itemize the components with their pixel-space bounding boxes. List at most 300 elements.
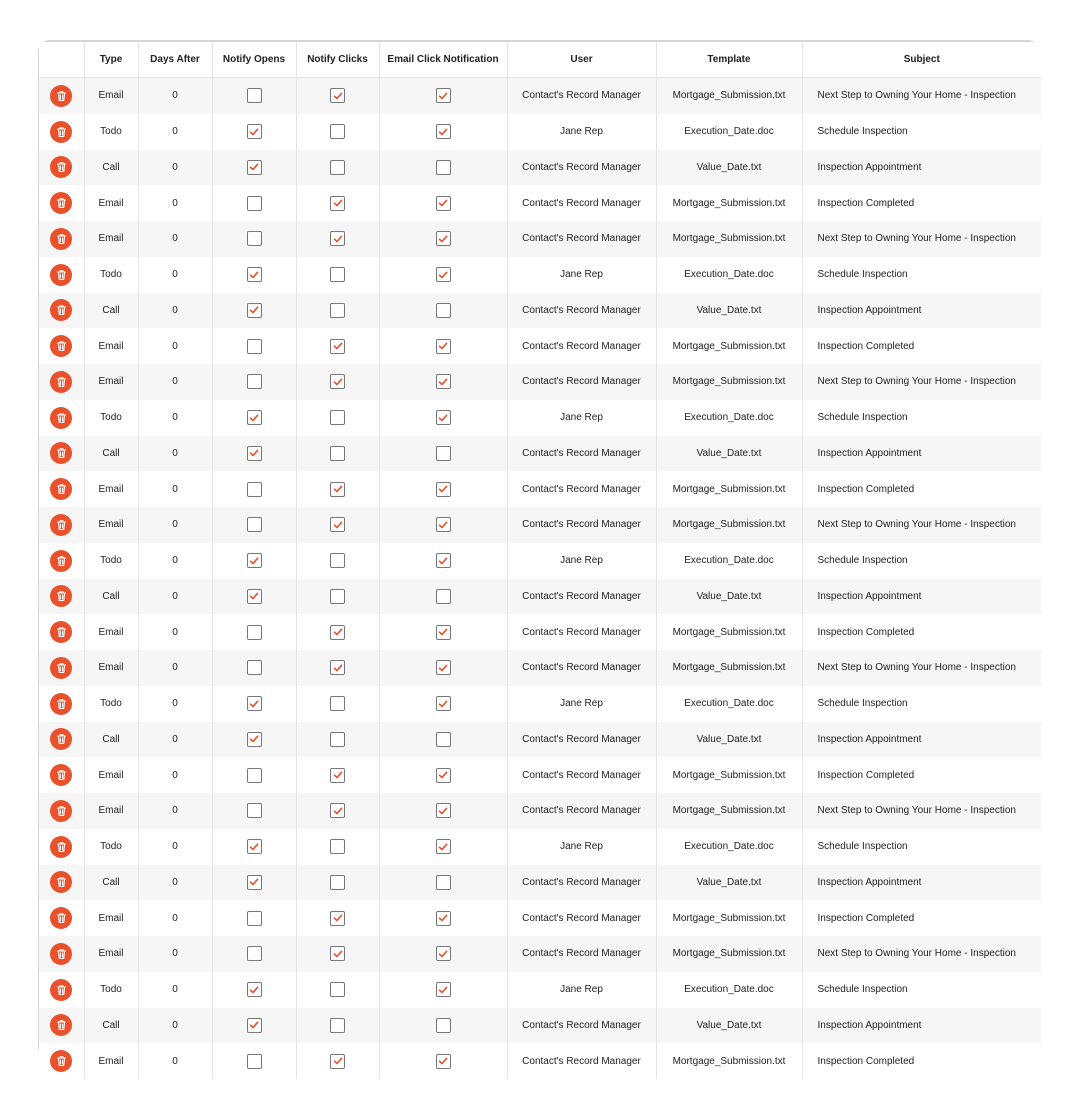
email-click-notification-checkbox[interactable]: [436, 732, 451, 747]
notify-opens-cell: [212, 1043, 296, 1079]
checkmark-icon: [333, 198, 343, 208]
checkmark-icon: [333, 91, 343, 101]
notify-opens-cell: [212, 507, 296, 543]
delete-step-button[interactable]: [50, 550, 72, 572]
notify-clicks-checkbox[interactable]: [330, 768, 345, 783]
notify-clicks-cell: [296, 829, 379, 865]
notify-clicks-checkbox[interactable]: [330, 124, 345, 139]
checkmark-icon: [249, 877, 259, 887]
actions-cell: [39, 972, 84, 1008]
checkmark-icon: [249, 591, 259, 601]
delete-step-button[interactable]: [50, 1014, 72, 1036]
user-cell: Contact's Record Manager: [507, 793, 656, 829]
delete-step-button[interactable]: [50, 192, 72, 214]
checkmark-icon: [249, 842, 259, 852]
notify-opens-checkbox[interactable]: [247, 1054, 262, 1069]
email-click-notification-cell: [379, 185, 507, 221]
notify-clicks-cell: [296, 793, 379, 829]
actions-cell: [39, 543, 84, 579]
trash-icon: [56, 769, 67, 781]
user-cell: Contact's Record Manager: [507, 471, 656, 507]
checkmark-icon: [438, 556, 448, 566]
notify-opens-cell: [212, 829, 296, 865]
subject-cell: Schedule Inspection: [802, 829, 1041, 865]
notify-opens-cell: [212, 221, 296, 257]
table-row: [39, 829, 1041, 865]
table-row: [39, 221, 1041, 257]
days-after-cell: 0: [138, 150, 212, 186]
email-click-notification-cell: [379, 436, 507, 472]
email-click-notification-cell: [379, 543, 507, 579]
delete-step-button[interactable]: [50, 585, 72, 607]
checkmark-icon: [438, 699, 448, 709]
notify-clicks-checkbox[interactable]: [330, 1018, 345, 1033]
notify-opens-cell: [212, 865, 296, 901]
email-click-notification-checkbox[interactable]: [436, 696, 451, 711]
actions-cell: [39, 936, 84, 972]
email-click-notification-checkbox[interactable]: [436, 374, 451, 389]
notify-clicks-cell: [296, 185, 379, 221]
notify-opens-cell: [212, 686, 296, 722]
checkmark-icon: [438, 198, 448, 208]
notify-opens-checkbox[interactable]: [247, 803, 262, 818]
notify-opens-checkbox[interactable]: [247, 589, 262, 604]
table-row: [39, 471, 1041, 507]
notify-opens-cell: [212, 185, 296, 221]
notify-opens-checkbox[interactable]: [247, 160, 262, 175]
notify-opens-checkbox[interactable]: [247, 982, 262, 997]
user-cell: Jane Rep: [507, 543, 656, 579]
email-click-notification-checkbox[interactable]: [436, 196, 451, 211]
user-cell: Jane Rep: [507, 114, 656, 150]
notify-opens-checkbox[interactable]: [247, 875, 262, 890]
days-after-cell: 0: [138, 328, 212, 364]
notify-opens-checkbox[interactable]: [247, 768, 262, 783]
notify-clicks-checkbox[interactable]: [330, 732, 345, 747]
email-click-notification-checkbox[interactable]: [436, 803, 451, 818]
email-click-notification-cell: [379, 1008, 507, 1044]
subject-cell: Inspection Appointment: [802, 293, 1041, 329]
notify-opens-cell: [212, 114, 296, 150]
checkmark-icon: [333, 484, 343, 494]
checkmark-icon: [249, 556, 259, 566]
table-row: [39, 614, 1041, 650]
subject-cell: Schedule Inspection: [802, 257, 1041, 293]
user-cell: Contact's Record Manager: [507, 221, 656, 257]
type-cell: Email: [84, 364, 138, 400]
days-after-cell: 0: [138, 543, 212, 579]
delete-step-button[interactable]: [50, 371, 72, 393]
type-cell: Email: [84, 614, 138, 650]
notify-clicks-checkbox[interactable]: [330, 803, 345, 818]
email-click-notification-checkbox[interactable]: [436, 303, 451, 318]
steps-table: [39, 42, 1041, 1079]
email-click-notification-checkbox[interactable]: [436, 124, 451, 139]
days-after-cell: 0: [138, 793, 212, 829]
user-cell: Contact's Record Manager: [507, 185, 656, 221]
notify-clicks-checkbox[interactable]: [330, 88, 345, 103]
type-cell: Email: [84, 507, 138, 543]
type-cell: Todo: [84, 400, 138, 436]
notify-opens-checkbox[interactable]: [247, 839, 262, 854]
days-after-cell: 0: [138, 1043, 212, 1079]
notify-opens-checkbox[interactable]: [247, 303, 262, 318]
notify-clicks-checkbox[interactable]: [330, 839, 345, 854]
email-click-notification-cell: [379, 150, 507, 186]
notify-clicks-checkbox[interactable]: [330, 589, 345, 604]
notify-clicks-cell: [296, 900, 379, 936]
table-row: [39, 579, 1041, 615]
type-cell: Email: [84, 78, 138, 114]
subject-cell: Next Step to Owning Your Home - Inspection: [802, 221, 1041, 257]
checkmark-icon: [249, 734, 259, 744]
days-after-cell: 0: [138, 185, 212, 221]
checkmark-icon: [438, 270, 448, 280]
notify-opens-cell: [212, 936, 296, 972]
trash-icon: [56, 376, 67, 388]
subject-cell: Next Step to Owning Your Home - Inspection: [802, 78, 1041, 114]
subject-cell: Inspection Appointment: [802, 722, 1041, 758]
delete-step-button[interactable]: [50, 335, 72, 357]
delete-step-button[interactable]: [50, 836, 72, 858]
template-cell: Mortgage_Submission.txt: [656, 900, 802, 936]
type-cell: Call: [84, 722, 138, 758]
subject-cell: Next Step to Owning Your Home - Inspection: [802, 936, 1041, 972]
email-click-notification-checkbox[interactable]: [436, 911, 451, 926]
days-after-cell: 0: [138, 293, 212, 329]
notify-opens-checkbox[interactable]: [247, 911, 262, 926]
actions-cell: [39, 900, 84, 936]
type-cell: Todo: [84, 543, 138, 579]
email-click-notification-checkbox[interactable]: [436, 160, 451, 175]
notify-opens-cell: [212, 900, 296, 936]
notify-opens-cell: [212, 793, 296, 829]
email-click-notification-checkbox[interactable]: [436, 589, 451, 604]
notify-clicks-checkbox[interactable]: [330, 1054, 345, 1069]
notify-clicks-checkbox[interactable]: [330, 303, 345, 318]
notify-opens-cell: [212, 257, 296, 293]
actions-cell: [39, 471, 84, 507]
email-click-notification-cell: [379, 221, 507, 257]
notify-clicks-checkbox[interactable]: [330, 946, 345, 961]
user-cell: Contact's Record Manager: [507, 579, 656, 615]
email-click-notification-checkbox[interactable]: [436, 410, 451, 425]
notify-opens-checkbox[interactable]: [247, 1018, 262, 1033]
email-click-notification-cell: [379, 78, 507, 114]
table-row: [39, 650, 1041, 686]
notify-clicks-cell: [296, 221, 379, 257]
email-click-notification-checkbox[interactable]: [436, 625, 451, 640]
email-click-notification-checkbox[interactable]: [436, 982, 451, 997]
table-row: [39, 1008, 1041, 1044]
notify-clicks-cell: [296, 364, 379, 400]
type-cell: Email: [84, 650, 138, 686]
template-cell: Execution_Date.doc: [656, 829, 802, 865]
checkmark-icon: [438, 234, 448, 244]
subject-cell: Schedule Inspection: [802, 972, 1041, 1008]
template-cell: Value_Date.txt: [656, 293, 802, 329]
checkmark-icon: [438, 91, 448, 101]
notify-clicks-cell: [296, 114, 379, 150]
checkmark-icon: [438, 127, 448, 137]
trash-icon: [56, 1019, 67, 1031]
checkmark-icon: [249, 699, 259, 709]
email-click-notification-cell: [379, 900, 507, 936]
notify-opens-checkbox[interactable]: [247, 410, 262, 425]
type-cell: Email: [84, 185, 138, 221]
notify-clicks-checkbox[interactable]: [330, 911, 345, 926]
type-cell: Todo: [84, 686, 138, 722]
notify-opens-checkbox[interactable]: [247, 231, 262, 246]
notify-clicks-checkbox[interactable]: [330, 553, 345, 568]
user-cell: Contact's Record Manager: [507, 650, 656, 686]
delete-step-button[interactable]: [50, 979, 72, 1001]
email-click-notification-checkbox[interactable]: [436, 482, 451, 497]
delete-step-button[interactable]: [50, 657, 72, 679]
actions-cell: [39, 507, 84, 543]
delete-step-button[interactable]: [50, 693, 72, 715]
template-cell: Mortgage_Submission.txt: [656, 328, 802, 364]
notify-opens-cell: [212, 328, 296, 364]
subject-cell: Inspection Appointment: [802, 1008, 1041, 1044]
days-after-cell: 0: [138, 257, 212, 293]
delete-step-button[interactable]: [50, 943, 72, 965]
subject-cell: Next Step to Owning Your Home - Inspection: [802, 650, 1041, 686]
email-click-notification-checkbox[interactable]: [436, 946, 451, 961]
notify-clicks-cell: [296, 543, 379, 579]
table-row: [39, 936, 1041, 972]
email-click-notification-checkbox[interactable]: [436, 1054, 451, 1069]
delete-step-button[interactable]: [50, 121, 72, 143]
notify-opens-cell: [212, 1008, 296, 1044]
notify-opens-checkbox[interactable]: [247, 374, 262, 389]
notify-opens-checkbox[interactable]: [247, 446, 262, 461]
subject-cell: Schedule Inspection: [802, 114, 1041, 150]
template-cell: Mortgage_Submission.txt: [656, 471, 802, 507]
column-header-days-after: Days After: [138, 42, 212, 78]
actions-cell: [39, 78, 84, 114]
notify-opens-checkbox[interactable]: [247, 196, 262, 211]
notify-clicks-checkbox[interactable]: [330, 696, 345, 711]
actions-cell: [39, 614, 84, 650]
notify-opens-cell: [212, 400, 296, 436]
subject-cell: Schedule Inspection: [802, 543, 1041, 579]
notify-clicks-checkbox[interactable]: [330, 160, 345, 175]
type-cell: Call: [84, 865, 138, 901]
days-after-cell: 0: [138, 972, 212, 1008]
trash-icon: [56, 1055, 67, 1067]
email-click-notification-checkbox[interactable]: [436, 231, 451, 246]
trash-icon: [56, 805, 67, 817]
email-click-notification-checkbox[interactable]: [436, 768, 451, 783]
delete-step-button[interactable]: [50, 764, 72, 786]
email-click-notification-checkbox[interactable]: [436, 839, 451, 854]
trash-icon: [56, 948, 67, 960]
checkmark-icon: [333, 663, 343, 673]
table-row: [39, 257, 1041, 293]
notify-clicks-cell: [296, 757, 379, 793]
type-cell: Call: [84, 436, 138, 472]
trash-icon: [56, 304, 67, 316]
actions-cell: [39, 1008, 84, 1044]
column-header-template: Template: [656, 42, 802, 78]
checkmark-icon: [438, 913, 448, 923]
delete-step-button[interactable]: [50, 85, 72, 107]
delete-step-button[interactable]: [50, 514, 72, 536]
user-cell: Contact's Record Manager: [507, 78, 656, 114]
delete-step-button[interactable]: [50, 800, 72, 822]
table-row: [39, 78, 1041, 114]
template-cell: Mortgage_Submission.txt: [656, 757, 802, 793]
user-cell: Contact's Record Manager: [507, 293, 656, 329]
email-click-notification-checkbox[interactable]: [436, 1018, 451, 1033]
notify-clicks-checkbox[interactable]: [330, 517, 345, 532]
trash-icon: [56, 733, 67, 745]
subject-cell: Inspection Completed: [802, 614, 1041, 650]
delete-step-button[interactable]: [50, 871, 72, 893]
delete-step-button[interactable]: [50, 407, 72, 429]
subject-cell: Inspection Appointment: [802, 865, 1041, 901]
user-cell: Jane Rep: [507, 257, 656, 293]
notify-clicks-checkbox[interactable]: [330, 374, 345, 389]
email-click-notification-checkbox[interactable]: [436, 446, 451, 461]
notify-opens-checkbox[interactable]: [247, 482, 262, 497]
notify-opens-cell: [212, 614, 296, 650]
checkmark-icon: [438, 806, 448, 816]
notify-clicks-checkbox[interactable]: [330, 339, 345, 354]
checkmark-icon: [249, 413, 259, 423]
user-cell: Contact's Record Manager: [507, 507, 656, 543]
notify-opens-checkbox[interactable]: [247, 946, 262, 961]
table-row: [39, 757, 1041, 793]
email-click-notification-checkbox[interactable]: [436, 267, 451, 282]
user-cell: Contact's Record Manager: [507, 900, 656, 936]
notify-opens-cell: [212, 579, 296, 615]
notify-opens-checkbox[interactable]: [247, 553, 262, 568]
email-click-notification-checkbox[interactable]: [436, 553, 451, 568]
actions-cell: [39, 686, 84, 722]
column-header-user: User: [507, 42, 656, 78]
notify-clicks-checkbox[interactable]: [330, 231, 345, 246]
actions-cell: [39, 1043, 84, 1079]
notify-clicks-cell: [296, 293, 379, 329]
notify-opens-checkbox[interactable]: [247, 517, 262, 532]
type-cell: Todo: [84, 829, 138, 865]
delete-step-button[interactable]: [50, 478, 72, 500]
email-click-notification-checkbox[interactable]: [436, 517, 451, 532]
notify-opens-checkbox[interactable]: [247, 339, 262, 354]
actions-cell: [39, 293, 84, 329]
days-after-cell: 0: [138, 865, 212, 901]
trash-icon: [56, 90, 67, 102]
notify-clicks-checkbox[interactable]: [330, 875, 345, 890]
checkmark-icon: [438, 770, 448, 780]
checkmark-icon: [438, 627, 448, 637]
subject-cell: Inspection Completed: [802, 757, 1041, 793]
checkmark-icon: [438, 341, 448, 351]
email-click-notification-cell: [379, 471, 507, 507]
subject-cell: Inspection Completed: [802, 471, 1041, 507]
table-row: [39, 722, 1041, 758]
days-after-cell: 0: [138, 507, 212, 543]
delete-step-button[interactable]: [50, 442, 72, 464]
checkmark-icon: [438, 1056, 448, 1066]
email-click-notification-checkbox[interactable]: [436, 660, 451, 675]
user-cell: Contact's Record Manager: [507, 722, 656, 758]
notify-clicks-checkbox[interactable]: [330, 267, 345, 282]
email-click-notification-checkbox[interactable]: [436, 88, 451, 103]
notify-opens-checkbox[interactable]: [247, 88, 262, 103]
checkmark-icon: [249, 985, 259, 995]
notify-opens-checkbox[interactable]: [247, 732, 262, 747]
notify-clicks-cell: [296, 507, 379, 543]
type-cell: Email: [84, 757, 138, 793]
type-cell: Call: [84, 1008, 138, 1044]
email-click-notification-cell: [379, 829, 507, 865]
checkmark-icon: [438, 484, 448, 494]
trash-icon: [56, 984, 67, 996]
template-cell: Mortgage_Submission.txt: [656, 78, 802, 114]
delete-step-button[interactable]: [50, 156, 72, 178]
user-cell: Contact's Record Manager: [507, 364, 656, 400]
email-click-notification-cell: [379, 865, 507, 901]
actions-cell: [39, 257, 84, 293]
notify-clicks-checkbox[interactable]: [330, 660, 345, 675]
checkmark-icon: [438, 377, 448, 387]
days-after-cell: 0: [138, 722, 212, 758]
delete-step-button[interactable]: [50, 228, 72, 250]
template-cell: Value_Date.txt: [656, 865, 802, 901]
delete-step-button[interactable]: [50, 1050, 72, 1072]
days-after-cell: 0: [138, 364, 212, 400]
notify-opens-cell: [212, 364, 296, 400]
notify-opens-checkbox[interactable]: [247, 625, 262, 640]
subject-cell: Next Step to Owning Your Home - Inspection: [802, 507, 1041, 543]
notify-opens-checkbox[interactable]: [247, 124, 262, 139]
delete-step-button[interactable]: [50, 907, 72, 929]
notify-clicks-checkbox[interactable]: [330, 446, 345, 461]
notify-opens-cell: [212, 972, 296, 1008]
email-click-notification-checkbox[interactable]: [436, 875, 451, 890]
notify-opens-checkbox[interactable]: [247, 696, 262, 711]
checkmark-icon: [438, 842, 448, 852]
delete-step-button[interactable]: [50, 621, 72, 643]
type-cell: Email: [84, 936, 138, 972]
delete-step-button[interactable]: [50, 264, 72, 286]
notify-clicks-checkbox[interactable]: [330, 482, 345, 497]
delete-step-button[interactable]: [50, 728, 72, 750]
email-click-notification-cell: [379, 579, 507, 615]
days-after-cell: 0: [138, 1008, 212, 1044]
notify-clicks-checkbox[interactable]: [330, 410, 345, 425]
delete-step-button[interactable]: [50, 299, 72, 321]
column-header-type: Type: [84, 42, 138, 78]
notify-clicks-checkbox[interactable]: [330, 196, 345, 211]
actions-cell: [39, 722, 84, 758]
notify-clicks-cell: [296, 1043, 379, 1079]
checkmark-icon: [438, 985, 448, 995]
column-header-subject: Subject: [802, 42, 1041, 78]
notify-clicks-cell: [296, 471, 379, 507]
notify-clicks-checkbox[interactable]: [330, 982, 345, 997]
notify-clicks-checkbox[interactable]: [330, 625, 345, 640]
notify-opens-checkbox[interactable]: [247, 660, 262, 675]
template-cell: Execution_Date.doc: [656, 543, 802, 579]
email-click-notification-checkbox[interactable]: [436, 339, 451, 354]
days-after-cell: 0: [138, 221, 212, 257]
days-after-cell: 0: [138, 829, 212, 865]
notify-opens-checkbox[interactable]: [247, 267, 262, 282]
